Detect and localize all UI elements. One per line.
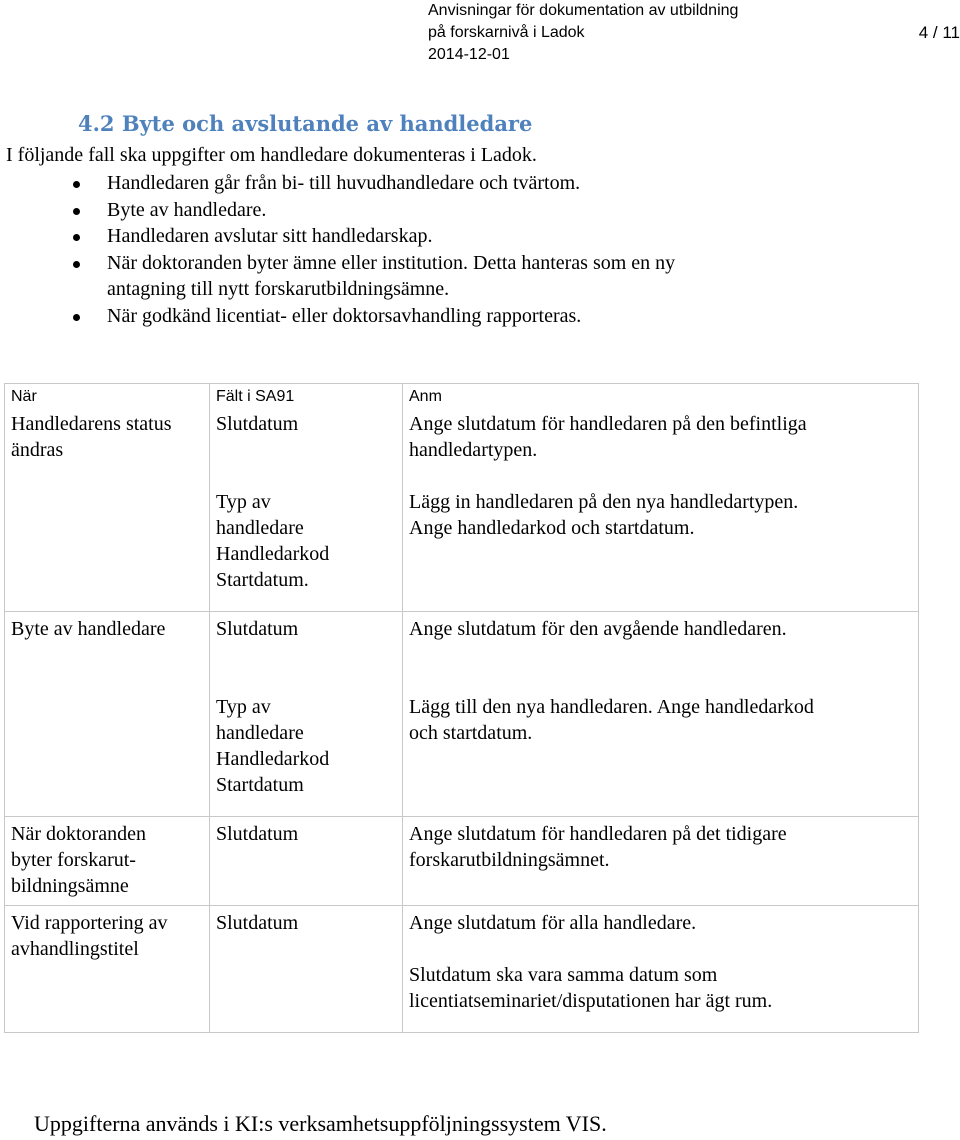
cell-line: När doktoranden <box>11 823 146 845</box>
table-row <box>5 612 919 817</box>
cell-field <box>210 906 403 1033</box>
cell-line: Ange slutdatum för alla handledare. <box>409 912 697 934</box>
cell-note <box>403 817 919 906</box>
cell-line: Slutdatum <box>216 912 299 934</box>
table-row <box>5 906 919 1033</box>
list-item-text: Handledaren går från bi- till huvudhandledare och tvärtom. <box>107 172 581 194</box>
intro-paragraph: I följande fall ska uppgifter om handledare dokumenteras i Ladok. <box>6 144 537 166</box>
cell-field <box>210 612 403 817</box>
cell-line: Handledarkod <box>216 543 330 565</box>
footer-note: Uppgifterna används i KI:s verksamhetsuppföljningssystem VIS. <box>34 1111 607 1136</box>
cell-line: Ange slutdatum för handledaren på den befintliga <box>409 413 807 435</box>
list-item-text: När doktoranden byter ämne eller institution. Detta hanteras som en ny <box>107 251 676 274</box>
column-header-note: Anm <box>403 384 919 408</box>
table-header-row <box>5 384 919 408</box>
cell-line: handledare <box>216 517 304 539</box>
cell-line: Ange slutdatum för handledaren på det tidigare <box>409 823 787 845</box>
bullet-list <box>0 170 847 329</box>
cell-line: Slutdatum ska vara samma datum som <box>409 964 718 986</box>
cell-line: Typ av <box>216 491 271 513</box>
page-header <box>428 0 960 68</box>
cell-note <box>403 407 919 612</box>
list-item <box>0 223 847 250</box>
cell-line: handledare <box>216 722 304 744</box>
cell-line: ändras <box>11 439 64 461</box>
cell-line: Slutdatum <box>216 413 299 435</box>
list-item <box>0 197 847 224</box>
column-header-when: När <box>5 384 210 408</box>
column-header-field: Fält i SA91 <box>210 384 403 408</box>
cell-field <box>210 817 403 906</box>
doc-date: 2014-12-01 <box>428 46 510 63</box>
list-item <box>0 250 847 303</box>
table-row <box>5 817 919 906</box>
cell-line: och startdatum. <box>409 722 533 744</box>
cell-line: avhandlingstitel <box>11 938 139 960</box>
cell-line: Startdatum <box>216 774 304 796</box>
cell-line: Lägg in handledaren på den nya handledartypen. <box>409 491 799 513</box>
document-title-block <box>428 0 738 66</box>
cell-note <box>403 906 919 1033</box>
section-heading: 4.2 Byte och avslutande av handledare <box>78 111 533 136</box>
cell-line: Ange slutdatum för den avgående handledaren. <box>409 618 787 640</box>
list-item-text: När godkänd licentiat- eller doktorsavhandling rapporteras. <box>107 304 582 327</box>
cell-line: bildningsämne <box>11 875 129 897</box>
page-number: 4 / 11 <box>918 23 960 42</box>
table-row <box>5 407 919 612</box>
cell-note <box>403 612 919 817</box>
list-item <box>0 170 847 197</box>
cell-line: licentiatseminariet/disputationen har ägt rum. <box>409 990 773 1012</box>
cell-when <box>5 906 210 1033</box>
cell-when <box>5 817 210 906</box>
supervisor-change-table <box>4 383 919 1033</box>
cell-line: Startdatum. <box>216 569 309 591</box>
list-item-text: antagning till nytt forskarutbildningsämne. <box>107 278 450 300</box>
cell-line: handledartypen. <box>409 439 538 461</box>
cell-line: Slutdatum <box>216 823 299 845</box>
cell-line: Vid rapportering av <box>11 912 168 934</box>
cell-when <box>5 407 210 612</box>
cell-line: Ange handledarkod och startdatum. <box>409 517 695 539</box>
list-item-text: Byte av handledare. <box>107 198 267 221</box>
cell-line: forskarutbildningsämnet. <box>409 849 610 871</box>
doc-title-line-2: på forskarnivå i Ladok <box>428 24 585 41</box>
cell-line: byter forskarut- <box>11 849 136 871</box>
cell-when <box>5 612 210 817</box>
cell-line: Lägg till den nya handledaren. Ange handledarkod <box>409 696 814 718</box>
cell-line: Byte av handledare <box>11 618 166 640</box>
cell-field <box>210 407 403 612</box>
cell-line: Slutdatum <box>216 618 299 640</box>
cell-line: Handledarens status <box>11 413 172 435</box>
cell-line: Handledarkod <box>216 748 330 770</box>
list-item <box>0 303 847 330</box>
cell-line: Typ av <box>216 696 271 718</box>
list-item-text: Handledaren avslutar sitt handledarskap. <box>107 225 433 247</box>
doc-title-line-1: Anvisningar för dokumentation av utbildning <box>428 2 739 19</box>
